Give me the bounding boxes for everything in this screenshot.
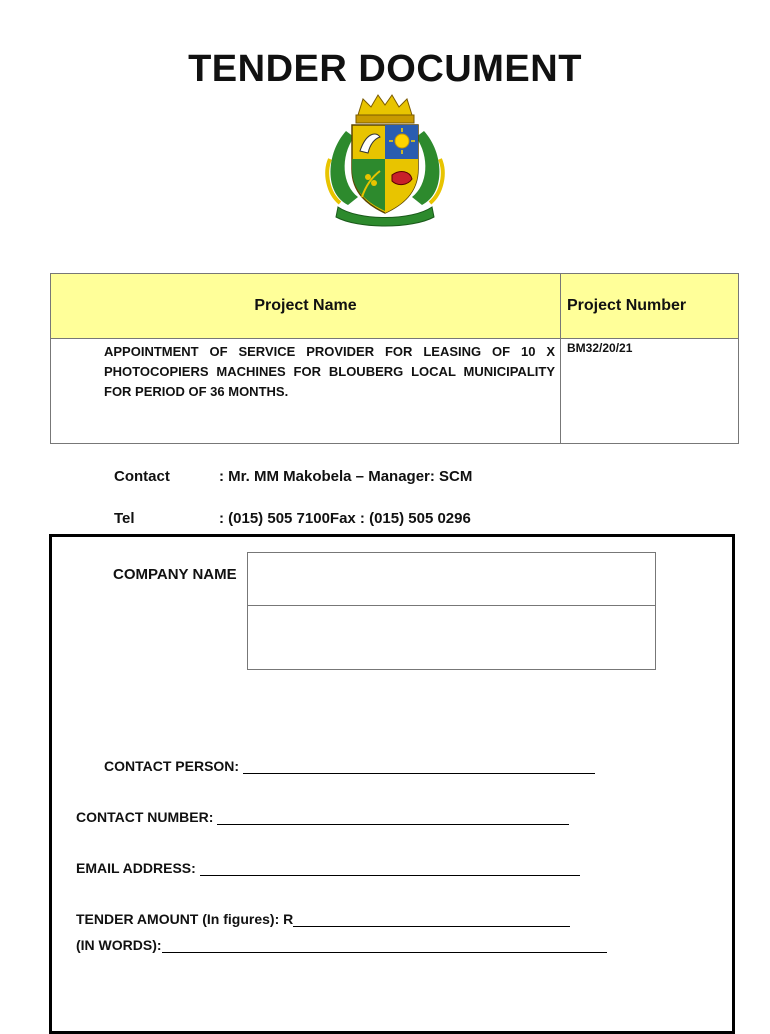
contact-person-label: CONTACT PERSON: bbox=[104, 758, 240, 774]
contact-person-row bbox=[104, 758, 595, 774]
in-words-row bbox=[76, 937, 607, 953]
company-name-label: COMPANY NAME bbox=[113, 566, 237, 583]
project-number-value: BM32/20/21 bbox=[561, 339, 739, 444]
company-name-divider bbox=[248, 605, 655, 606]
email-address-line[interactable] bbox=[200, 861, 580, 876]
contact-number-label: CONTACT NUMBER: bbox=[76, 809, 214, 825]
tender-amount-line[interactable] bbox=[293, 912, 570, 927]
contact-number-row bbox=[76, 809, 569, 825]
municipal-crest-logo bbox=[318, 93, 452, 227]
project-number-header: Project Number bbox=[561, 274, 739, 339]
email-address-label: EMAIL ADDRESS: bbox=[76, 860, 196, 876]
email-row bbox=[76, 860, 580, 876]
tel-fax-value: : (015) 505 7100Fax : (015) 505 0296 bbox=[219, 510, 471, 527]
project-name-text: APPOINTMENT OF SERVICE PROVIDER FOR LEASING OF 10 X PHOTOCOPIERS MACHINES FOR BLOUBERG LOCAL MUNICIPALITY FOR PERIOD OF 36 MONTHS. bbox=[104, 344, 555, 399]
company-name-field[interactable] bbox=[247, 552, 656, 670]
tender-amount-label: TENDER AMOUNT (In figures): R bbox=[76, 911, 294, 927]
tel-label: Tel bbox=[114, 510, 135, 527]
document-title: TENDER DOCUMENT bbox=[188, 48, 582, 90]
in-words-line[interactable] bbox=[162, 938, 607, 953]
tender-amount-row bbox=[76, 911, 570, 927]
contact-value: : Mr. MM Makobela – Manager: SCM bbox=[219, 468, 473, 485]
contact-person-line[interactable] bbox=[243, 759, 595, 774]
contact-label: Contact bbox=[114, 468, 170, 485]
project-table bbox=[50, 273, 739, 444]
project-name-header: Project Name bbox=[51, 274, 561, 339]
in-words-label: (IN WORDS): bbox=[76, 937, 162, 953]
project-name-cell bbox=[51, 339, 561, 444]
contact-number-line[interactable] bbox=[217, 810, 569, 825]
